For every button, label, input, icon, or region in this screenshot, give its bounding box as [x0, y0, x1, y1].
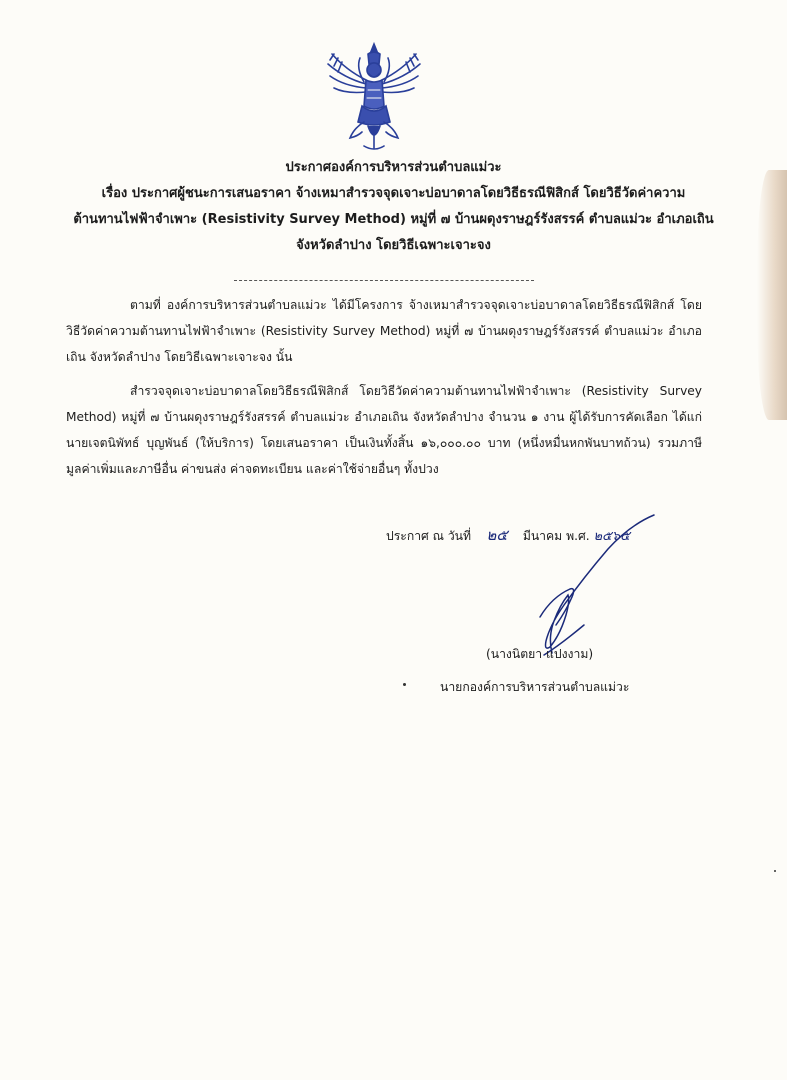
subject-line-1: เรื่อง ประกาศผู้ชนะการเสนอราคา จ้างเหมาสำรวจจุดเจาะบ่อบาดาลโดยวิธีธรณีฟิสิกส์ โดยวิธีวัดค่าความ [101, 186, 686, 201]
paper-speck [774, 870, 776, 872]
body-paragraph-2: สำรวจจุดเจาะบ่อบาดาลโดยวิธีธรณีฟิสิกส์ โดยวิธีวัดค่าความต้านทานไฟฟ้าจำเพาะ (Resistivity Survey Method) หมู่ที่ ๗ บ้านผดุงราษฎร์รังสรรค์ ตำบลแม่วะ อำเภอเถิน จังหวัดลำปาง จำนวน ๑ งาน ผู้ได้รับการคัดเลือก ได้แก่ นายเจตนิพัทธ์ บุญพันธ์ (ให้บริการ) โดยเสนอราคา เป็นเงินทั้งสิ้น ๑๖,๐๐๐.๐๐ บาท (หนึ่งหมื่นหกพันบาทถ้วน) รวมภาษีมูลค่าเพิ่มและภาษีอื่น ค่าขนส่ง ค่าจดทะเบียน และค่าใช้จ่ายอื่นๆ ทั้งปวง [66, 384, 702, 476]
handwritten-day: ๒๕ [486, 526, 508, 544]
announce-prefix: ประกาศ ณ วันที่ [386, 529, 472, 543]
subject-line-3: จังหวัดลำปาง โดยวิธีเฉพาะเจาะจง [296, 238, 491, 253]
announce-month: มีนาคม พ.ศ. [522, 529, 590, 543]
subject-line-2: ต้านทานไฟฟ้าจำเพาะ (Resistivity Survey Method) หมู่ที่ ๗ บ้านผดุงราษฎร์รังสรรค์ ตำบลแม่วะ อำเภอเถิน [73, 212, 714, 227]
separator-line [234, 280, 534, 281]
paper-stain [757, 170, 787, 420]
handwritten-year: ๒๕๖๕ [593, 529, 630, 544]
subject-heading [40, 181, 747, 259]
paper-speck [403, 683, 406, 686]
signatory-position: นายกองค์การบริหารส่วนตำบลแม่วะ [440, 680, 630, 694]
body-paragraph-1: ตามที่ องค์การบริหารส่วนตำบลแม่วะ ได้มีโครงการ จ้างเหมาสำรวจจุดเจาะบ่อบาดาลโดยวิธีธรณีฟิสิกส์ โดยวิธีวัดค่าความต้านทานไฟฟ้าจำเพาะ (Resistivity Survey Method) หมู่ที่ ๗ บ้านผดุงราษฎร์รังสรรค์ ตำบลแม่วะ อำเภอเถิน จังหวัดลำปาง โดยวิธีเฉพาะเจาะจง นั้น [66, 298, 702, 364]
garuda-emblem-icon [324, 40, 424, 152]
signatory-name: (นางนิตยา แปงงาม) [486, 647, 594, 661]
organization-title: ประกาศองค์การบริหารส่วนตำบลแม่วะ [285, 160, 502, 175]
